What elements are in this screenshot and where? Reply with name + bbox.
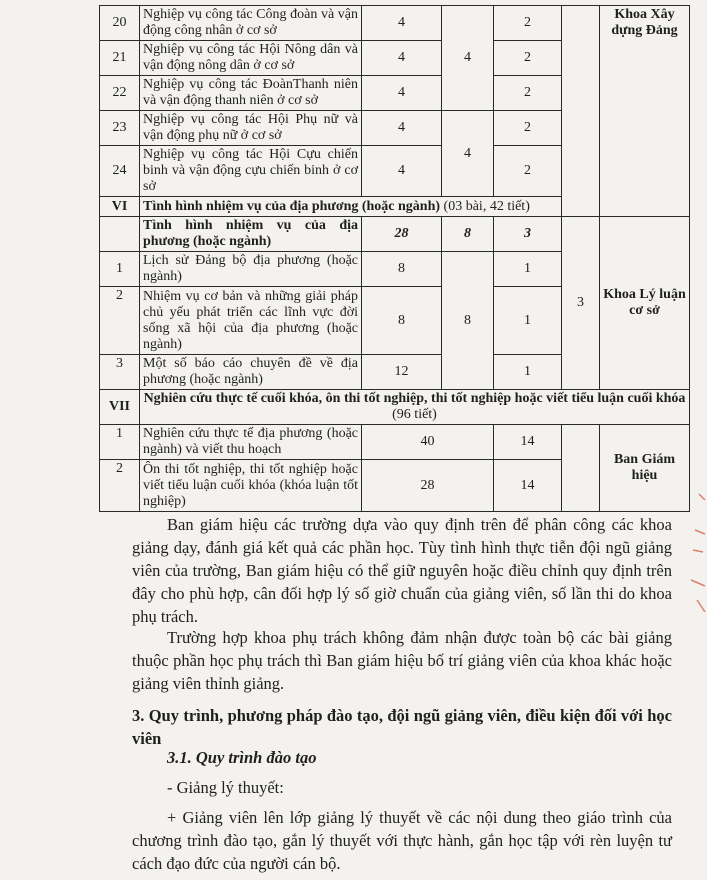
row-number: 2 <box>100 287 140 355</box>
row-number: 21 <box>100 41 140 76</box>
row-number: 2 <box>100 460 140 512</box>
table-row <box>100 6 690 41</box>
department-cell: Khoa Lý luận cơ sở <box>600 217 690 390</box>
hours-cell: 3 <box>562 217 600 390</box>
row-title: Một số báo cáo chuyên đề về địa phương (hoặc ngành) <box>140 355 362 390</box>
hours-cell: 14 <box>494 460 562 512</box>
curriculum-table <box>99 5 690 512</box>
row-number: 20 <box>100 6 140 41</box>
row-number: 3 <box>100 355 140 390</box>
section-header-row <box>100 390 690 425</box>
row-title: Nghiệp vụ công tác Hội Cựu chiến binh và vận động cựu chiến binh ở cơ sở <box>140 146 362 197</box>
row-title: Nghiệp vụ công tác ĐoànThanh niên và vận động thanh niên ở cơ sở <box>140 76 362 111</box>
hours-cell: 8 <box>362 287 442 355</box>
department-cell: Ban Giám hiệu <box>600 425 690 512</box>
row-number: 22 <box>100 76 140 111</box>
section-title <box>140 390 690 425</box>
empty-cell <box>100 217 140 252</box>
section-summary-row <box>100 217 690 252</box>
paragraph: + Giảng viên lên lớp giảng lý thuyết về các nội dung theo giáo trình của chương trình đào tạo, gắn lý thuyết với thực hành, gắn học tập với rèn luyện tư cách đạo đức của người cán bộ. <box>132 808 672 873</box>
hours-cell: 1 <box>494 355 562 390</box>
hours-cell: 1 <box>494 287 562 355</box>
row-title: Ôn thi tốt nghiệp, thi tốt nghiệp hoặc viết tiểu luận cuối khóa (khóa luận tốt nghiệp) <box>140 460 362 512</box>
stamp-mark-icon <box>685 490 707 620</box>
hours-cell: 4 <box>362 76 442 111</box>
section-title-text: Tình hình nhiệm vụ của địa phương (hoặc ngành) <box>143 198 441 214</box>
table-row <box>100 425 690 460</box>
hours-cell: 4 <box>442 111 494 197</box>
hours-cell: 40 <box>362 425 494 460</box>
row-number: 1 <box>100 252 140 287</box>
hours-cell: 8 <box>442 217 494 252</box>
section-number: VI <box>100 197 140 217</box>
hours-cell: 4 <box>362 6 442 41</box>
hours-cell: 14 <box>494 425 562 460</box>
paragraph: Ban giám hiệu các trường dựa vào quy định trên để phân công các khoa giảng dạy, đánh giá kết quả các phần học. Tùy tình hình thực tiễn đội ngũ giảng viên của trường, Ban giám hiệu có thể giữ nguyên hoặc điều chỉnh quy định trên đây cho phù hợp, cân đối hợp lý số giờ chuẩn của giảng viên, số lần thi do khoa phụ trách. <box>132 515 672 626</box>
hours-cell: 2 <box>494 41 562 76</box>
hours-cell: 3 <box>494 217 562 252</box>
empty-cell <box>562 6 600 217</box>
hours-cell: 8 <box>442 252 494 390</box>
hours-cell: 4 <box>442 6 494 111</box>
hours-cell: 4 <box>362 111 442 146</box>
row-title: Nghiên cứu thực tế địa phương (hoặc ngành) và viết thu hoạch <box>140 425 362 460</box>
department-cell: Khoa Xây dựng Đảng <box>600 6 690 217</box>
hours-cell: 28 <box>362 460 494 512</box>
hours-cell: 2 <box>494 6 562 41</box>
section-note: (96 tiết) <box>392 407 437 422</box>
paragraph: Trường hợp khoa phụ trách không đảm nhận được toàn bộ các bài giảng thuộc phần học phụ trách thì Ban giám hiệu bố trí giảng viên của khoa khác hoặc giảng viên thỉnh giảng. <box>132 628 672 693</box>
hours-cell: 2 <box>494 76 562 111</box>
hours-cell: 4 <box>362 146 442 197</box>
row-title: Lịch sử Đảng bộ địa phương (hoặc ngành) <box>140 252 362 287</box>
subsection-heading: 3.1. Quy trình đào tạo <box>167 748 317 767</box>
section-number: VII <box>100 390 140 425</box>
row-title: Nghiệp vụ công tác Công đoàn và vận động công nhân ở cơ sở <box>140 6 362 41</box>
row-title: Nghiệp vụ công tác Hội Nông dân và vận động nông dân ở cơ sở <box>140 41 362 76</box>
hours-cell: 2 <box>494 146 562 197</box>
section-title <box>140 197 690 217</box>
section-title-text: Nghiên cứu thực tế cuối khóa, ôn thi tốt nghiệp, thi tốt nghiệp hoặc viết tiểu luận cuối khóa <box>143 391 686 406</box>
stamp-fragment <box>685 490 707 620</box>
row-title: Nghiệp vụ công tác Hội Phụ nữ và vận động phụ nữ ở cơ sở <box>140 111 362 146</box>
section-heading: 3. Quy trình, phương pháp đào tạo, đội ngũ giảng viên, điều kiện đối với học viên <box>132 706 672 748</box>
row-number: 1 <box>100 425 140 460</box>
section-note: (03 bài, 42 tiết) <box>443 198 530 214</box>
hours-cell: 2 <box>494 111 562 146</box>
row-title: Tình hình nhiệm vụ của địa phương (hoặc ngành) <box>140 217 362 252</box>
hours-cell: 28 <box>362 217 442 252</box>
row-number: 24 <box>100 146 140 197</box>
row-number: 23 <box>100 111 140 146</box>
hours-cell: 12 <box>362 355 442 390</box>
hours-cell: 4 <box>362 41 442 76</box>
paragraph: - Giảng lý thuyết: <box>167 778 284 797</box>
empty-cell <box>562 425 600 512</box>
section-header-row <box>100 197 690 217</box>
hours-cell: 8 <box>362 252 442 287</box>
hours-cell: 1 <box>494 252 562 287</box>
row-title: Nhiệm vụ cơ bản và những giải pháp chủ yếu phát triển các lĩnh vực đời sống xã hội của địa phương (hoặc ngành) <box>140 287 362 355</box>
